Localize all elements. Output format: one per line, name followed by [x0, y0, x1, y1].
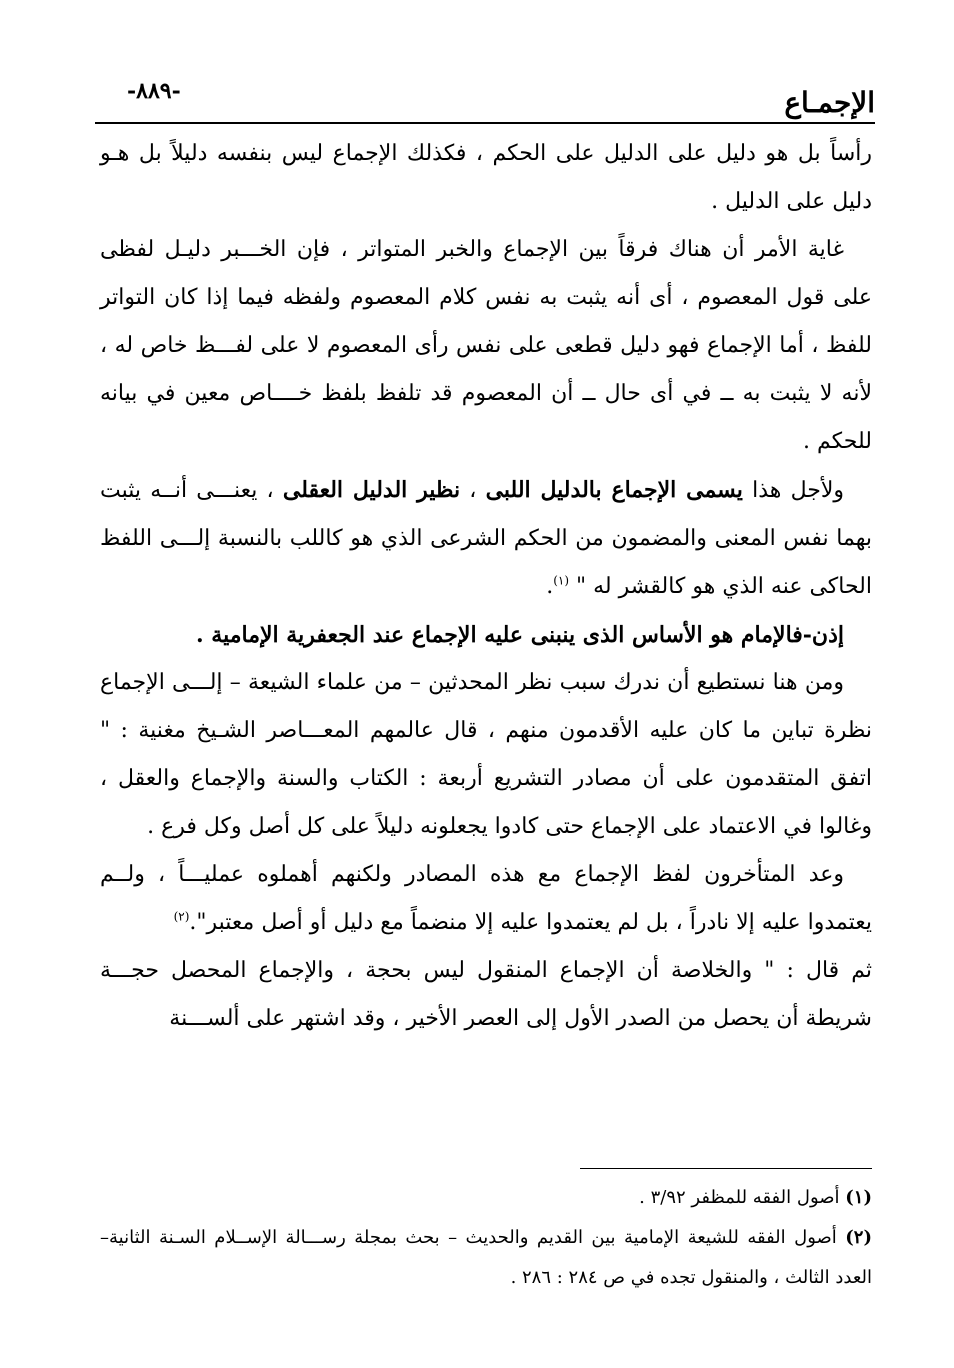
footnote-1	[100, 1178, 872, 1218]
footnote-ref-2: (٢)	[173, 909, 190, 924]
paragraph-5: ومن هنا نستطيع أن ندرك سبب نظر المحدثين – من علماء الشيعة – إلـــى الإجماع نظرة تباين ما كان عليه الأقدمون منهم ، قال عالمهم المعـــاصر الشـيخ مغنية : " اتفق المتقدمون على أن مصادر التشريع أربعة : الكتاب والسنة والإجماع والعقل ، وغالوا في الاعتماد على الإجماع حتى كادوا يجعلونه دليلاً على كل أصل وكل فرع .	[100, 670, 872, 839]
footnote-2-text: أصول الفقه للشيعة الإمامية بين القديم والحديث – بحث بمجلة رســـالة الإســلام السـنة الثانية– العدد الثالث ، والمنقول تجده في ص ٢٨٤ : ٢٨٦ .	[100, 1227, 872, 1288]
footnote-2	[100, 1218, 872, 1298]
p3-text-c: ، يعنـــى أنــه يثبت بهما نفس المعنى والمضمون من الحكم الشرعى الذي هو كاللب بالنسبة إلـــى اللفظ الحاكى عنه الذي هو كالقشر له "	[100, 478, 872, 599]
running-title: الإجمـاع	[784, 86, 875, 119]
p3-end: .	[546, 574, 554, 599]
body-text	[100, 130, 872, 1043]
paragraph-3	[100, 466, 872, 611]
footnote-ref-1: (١)	[553, 573, 570, 588]
p3-bold-2: نظير الدليل العقلى	[282, 477, 461, 503]
p3-text-b: ،	[460, 478, 486, 503]
footnote-1-number: (١)	[845, 1187, 872, 1208]
paragraph-4-bold: إذن-فالإمام هو الأساس الذى ينبنى عليه الإجماع عند الجعفرية الإمامية .	[195, 622, 844, 648]
p3-bold-1: يسمى الإجماع بالدليل اللبى	[485, 477, 743, 503]
footnote-separator	[580, 1168, 872, 1169]
paragraph-2: غاية الأمر أن هناك فرقاً بين الإجماع والخبر المتواتر ، فإن الخـــبر دليـل لفظى على قول المعصوم ، أى أنه يثبت به نفس كلام المعصوم ولفظه فيما إذا كان التواتر للفظ ، أما الإجماع فهو دليل قطعى على نفس رأى المعصوم لا على لفـــظ خاص له ، لأنه لا يثبت به ــ في أى حال ــ أن المعصوم قد تلفظ بلفظ خــــاص معين في بيانه للحكم .	[100, 237, 872, 454]
footnote-1-text: أصول الفقه للمظفر ٣/٩٢ .	[639, 1187, 840, 1208]
paragraph-1: رأساً بل هو دليل على الدليل على الحكم ، فكذلك الإجماع ليس بنفسه دليلاً بل هـو دليل على الدليل .	[100, 141, 872, 214]
paragraph-7: ثم قال : " والخلاصة أن الإجماع المنقول ليس بحجة ، والإجماع المحصل حجـــة شريطة أن يحصل من الصدر الأول إلى العصر الأخير ، وقد اشتهر على ألســـنة	[100, 958, 872, 1031]
page-header	[95, 78, 875, 124]
footnote-2-number: (٢)	[845, 1227, 872, 1248]
paragraph-6	[100, 851, 872, 947]
p3-text-a: ولأجل هذا	[742, 478, 845, 503]
p6-text: وعد المتأخرون لفظ الإجماع مع هذه المصادر ولكنهم أهملوه عمليـــاً ، ولــم يعتمدوا عليه إلا نادراً ، بل لم يعتمدوا عليه إلا منضماً مع دليل أو أصل معتبر".	[100, 862, 872, 935]
footnotes	[100, 1178, 872, 1298]
page-number: -٨٨٩-	[127, 78, 181, 104]
